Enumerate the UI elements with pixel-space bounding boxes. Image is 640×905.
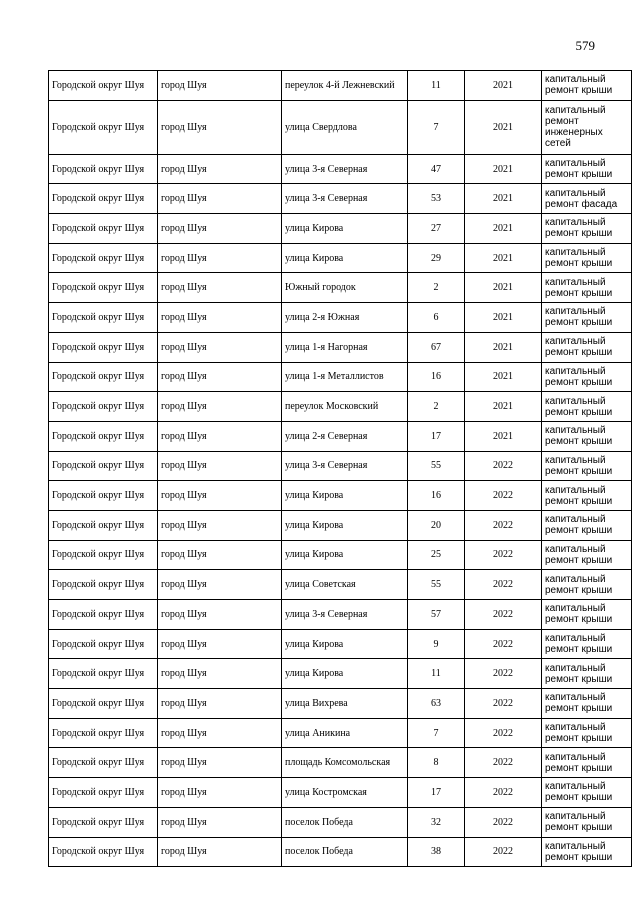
house-number-cell: 27 — [408, 214, 465, 244]
year-cell: 2021 — [465, 273, 542, 303]
house-number-cell: 20 — [408, 510, 465, 540]
year-cell: 2022 — [465, 481, 542, 511]
street-cell: улица Свердлова — [282, 100, 408, 154]
house-number-cell: 7 — [408, 718, 465, 748]
settlement-cell: город Шуя — [158, 510, 282, 540]
table-row — [49, 332, 632, 362]
work-type-cell: капитальный ремонт крыши — [542, 214, 632, 244]
work-type-cell: капитальный ремонт крыши — [542, 273, 632, 303]
table-body — [49, 71, 632, 867]
district-cell: Городской округ Шуя — [49, 807, 158, 837]
settlement-cell: город Шуя — [158, 659, 282, 689]
year-cell: 2021 — [465, 421, 542, 451]
street-cell: улица 3-я Северная — [282, 154, 408, 184]
street-cell: переулок Московский — [282, 392, 408, 422]
district-cell: Городской округ Шуя — [49, 214, 158, 244]
district-cell: Городской округ Шуя — [49, 481, 158, 511]
settlement-cell: город Шуя — [158, 481, 282, 511]
house-number-cell: 63 — [408, 689, 465, 719]
year-cell: 2021 — [465, 303, 542, 333]
table-row — [49, 481, 632, 511]
house-number-cell: 32 — [408, 807, 465, 837]
year-cell: 2021 — [465, 100, 542, 154]
settlement-cell: город Шуя — [158, 718, 282, 748]
house-number-cell: 17 — [408, 778, 465, 808]
district-cell: Городской округ Шуя — [49, 778, 158, 808]
house-number-cell: 67 — [408, 332, 465, 362]
street-cell: переулок 4-й Лежневский — [282, 71, 408, 101]
street-cell: улица 3-я Северная — [282, 184, 408, 214]
work-type-cell: капитальный ремонт крыши — [542, 451, 632, 481]
table-row — [49, 243, 632, 273]
district-cell: Городской округ Шуя — [49, 273, 158, 303]
settlement-cell: город Шуя — [158, 392, 282, 422]
street-cell: поселок Победа — [282, 837, 408, 867]
settlement-cell: город Шуя — [158, 214, 282, 244]
district-cell: Городской округ Шуя — [49, 154, 158, 184]
district-cell: Городской округ Шуя — [49, 540, 158, 570]
street-cell: улица 3-я Северная — [282, 451, 408, 481]
street-cell: Южный городок — [282, 273, 408, 303]
district-cell: Городской округ Шуя — [49, 600, 158, 630]
settlement-cell: город Шуя — [158, 184, 282, 214]
house-number-cell: 2 — [408, 392, 465, 422]
work-type-cell: капитальный ремонт крыши — [542, 421, 632, 451]
work-type-cell: капитальный ремонт инженерных сетей — [542, 100, 632, 154]
work-type-cell: капитальный ремонт крыши — [542, 570, 632, 600]
work-type-cell: капитальный ремонт крыши — [542, 718, 632, 748]
street-cell: улица Кирова — [282, 540, 408, 570]
year-cell: 2022 — [465, 778, 542, 808]
table-row — [49, 540, 632, 570]
street-cell: улица Аникина — [282, 718, 408, 748]
street-cell: улица Кирова — [282, 481, 408, 511]
district-cell: Городской округ Шуя — [49, 570, 158, 600]
settlement-cell: город Шуя — [158, 421, 282, 451]
house-number-cell: 17 — [408, 421, 465, 451]
district-cell: Городской округ Шуя — [49, 748, 158, 778]
district-cell: Городской округ Шуя — [49, 837, 158, 867]
district-cell: Городской округ Шуя — [49, 362, 158, 392]
settlement-cell: город Шуя — [158, 689, 282, 719]
street-cell: улица 1-я Металлистов — [282, 362, 408, 392]
settlement-cell: город Шуя — [158, 332, 282, 362]
district-cell: Городской округ Шуя — [49, 392, 158, 422]
year-cell: 2021 — [465, 332, 542, 362]
settlement-cell: город Шуя — [158, 362, 282, 392]
district-cell: Городской округ Шуя — [49, 303, 158, 333]
street-cell: улица Костромская — [282, 778, 408, 808]
house-number-cell: 16 — [408, 481, 465, 511]
year-cell: 2022 — [465, 600, 542, 630]
house-number-cell: 57 — [408, 600, 465, 630]
year-cell: 2022 — [465, 629, 542, 659]
table-row — [49, 303, 632, 333]
settlement-cell: город Шуя — [158, 154, 282, 184]
district-cell: Городской округ Шуя — [49, 510, 158, 540]
year-cell: 2022 — [465, 718, 542, 748]
district-cell: Городской округ Шуя — [49, 718, 158, 748]
table-row — [49, 629, 632, 659]
year-cell: 2021 — [465, 362, 542, 392]
table-row — [49, 510, 632, 540]
district-cell: Городской округ Шуя — [49, 659, 158, 689]
street-cell: улица Советская — [282, 570, 408, 600]
settlement-cell: город Шуя — [158, 451, 282, 481]
settlement-cell: город Шуя — [158, 748, 282, 778]
year-cell: 2022 — [465, 510, 542, 540]
street-cell: улица Кирова — [282, 629, 408, 659]
house-number-cell: 53 — [408, 184, 465, 214]
house-number-cell: 11 — [408, 659, 465, 689]
table-row — [49, 689, 632, 719]
work-type-cell: капитальный ремонт крыши — [542, 689, 632, 719]
house-number-cell: 16 — [408, 362, 465, 392]
settlement-cell: город Шуя — [158, 600, 282, 630]
table-row — [49, 421, 632, 451]
house-number-cell: 47 — [408, 154, 465, 184]
table-row — [49, 718, 632, 748]
work-type-cell: капитальный ремонт крыши — [542, 303, 632, 333]
house-number-cell: 2 — [408, 273, 465, 303]
street-cell: улица Кирова — [282, 659, 408, 689]
street-cell: улица 3-я Северная — [282, 600, 408, 630]
district-cell: Городской округ Шуя — [49, 243, 158, 273]
table-row — [49, 600, 632, 630]
work-type-cell: капитальный ремонт фасада — [542, 184, 632, 214]
year-cell: 2021 — [465, 154, 542, 184]
house-number-cell: 38 — [408, 837, 465, 867]
table-row — [49, 748, 632, 778]
house-number-cell: 55 — [408, 570, 465, 600]
repair-registry-table — [48, 70, 632, 867]
work-type-cell: капитальный ремонт крыши — [542, 154, 632, 184]
table-row — [49, 570, 632, 600]
year-cell: 2022 — [465, 570, 542, 600]
work-type-cell: капитальный ремонт крыши — [542, 778, 632, 808]
district-cell: Городской округ Шуя — [49, 184, 158, 214]
year-cell: 2022 — [465, 807, 542, 837]
street-cell: улица Кирова — [282, 243, 408, 273]
house-number-cell: 29 — [408, 243, 465, 273]
house-number-cell: 8 — [408, 748, 465, 778]
work-type-cell: капитальный ремонт крыши — [542, 837, 632, 867]
table-row — [49, 362, 632, 392]
house-number-cell: 6 — [408, 303, 465, 333]
district-cell: Городской округ Шуя — [49, 71, 158, 101]
street-cell: улица Вихрева — [282, 689, 408, 719]
year-cell: 2021 — [465, 392, 542, 422]
settlement-cell: город Шуя — [158, 243, 282, 273]
street-cell: улица Кирова — [282, 510, 408, 540]
table-row — [49, 273, 632, 303]
work-type-cell: капитальный ремонт крыши — [542, 807, 632, 837]
district-cell: Городской округ Шуя — [49, 100, 158, 154]
settlement-cell: город Шуя — [158, 778, 282, 808]
street-cell: площадь Комсомольская — [282, 748, 408, 778]
work-type-cell: капитальный ремонт крыши — [542, 71, 632, 101]
settlement-cell: город Шуя — [158, 100, 282, 154]
year-cell: 2021 — [465, 184, 542, 214]
year-cell: 2022 — [465, 540, 542, 570]
work-type-cell: капитальный ремонт крыши — [542, 540, 632, 570]
table-row — [49, 807, 632, 837]
work-type-cell: капитальный ремонт крыши — [542, 629, 632, 659]
table-row — [49, 451, 632, 481]
district-cell: Городской округ Шуя — [49, 451, 158, 481]
street-cell: улица 2-я Северная — [282, 421, 408, 451]
year-cell: 2022 — [465, 451, 542, 481]
settlement-cell: город Шуя — [158, 71, 282, 101]
work-type-cell: капитальный ремонт крыши — [542, 362, 632, 392]
settlement-cell: город Шуя — [158, 303, 282, 333]
house-number-cell: 9 — [408, 629, 465, 659]
work-type-cell: капитальный ремонт крыши — [542, 481, 632, 511]
street-cell: улица Кирова — [282, 214, 408, 244]
table-row — [49, 837, 632, 867]
district-cell: Городской округ Шуя — [49, 629, 158, 659]
year-cell: 2021 — [465, 71, 542, 101]
table-row — [49, 100, 632, 154]
street-cell: поселок Победа — [282, 807, 408, 837]
settlement-cell: город Шуя — [158, 629, 282, 659]
page-number: 579 — [575, 38, 595, 53]
work-type-cell: капитальный ремонт крыши — [542, 600, 632, 630]
table-row — [49, 154, 632, 184]
settlement-cell: город Шуя — [158, 273, 282, 303]
year-cell: 2022 — [465, 659, 542, 689]
year-cell: 2022 — [465, 748, 542, 778]
house-number-cell: 11 — [408, 71, 465, 101]
work-type-cell: капитальный ремонт крыши — [542, 510, 632, 540]
work-type-cell: капитальный ремонт крыши — [542, 659, 632, 689]
street-cell: улица 1-я Нагорная — [282, 332, 408, 362]
year-cell: 2021 — [465, 214, 542, 244]
house-number-cell: 7 — [408, 100, 465, 154]
table-row — [49, 659, 632, 689]
district-cell: Городской округ Шуя — [49, 421, 158, 451]
table-row — [49, 214, 632, 244]
settlement-cell: город Шуя — [158, 807, 282, 837]
work-type-cell: капитальный ремонт крыши — [542, 332, 632, 362]
work-type-cell: капитальный ремонт крыши — [542, 392, 632, 422]
year-cell: 2022 — [465, 837, 542, 867]
table-row — [49, 184, 632, 214]
house-number-cell: 25 — [408, 540, 465, 570]
work-type-cell: капитальный ремонт крыши — [542, 748, 632, 778]
table-row — [49, 392, 632, 422]
work-type-cell: капитальный ремонт крыши — [542, 243, 632, 273]
house-number-cell: 55 — [408, 451, 465, 481]
settlement-cell: город Шуя — [158, 540, 282, 570]
street-cell: улица 2-я Южная — [282, 303, 408, 333]
settlement-cell: город Шуя — [158, 570, 282, 600]
year-cell: 2021 — [465, 243, 542, 273]
district-cell: Городской округ Шуя — [49, 332, 158, 362]
table-row — [49, 71, 632, 101]
year-cell: 2022 — [465, 689, 542, 719]
settlement-cell: город Шуя — [158, 837, 282, 867]
table-row — [49, 778, 632, 808]
district-cell: Городской округ Шуя — [49, 689, 158, 719]
